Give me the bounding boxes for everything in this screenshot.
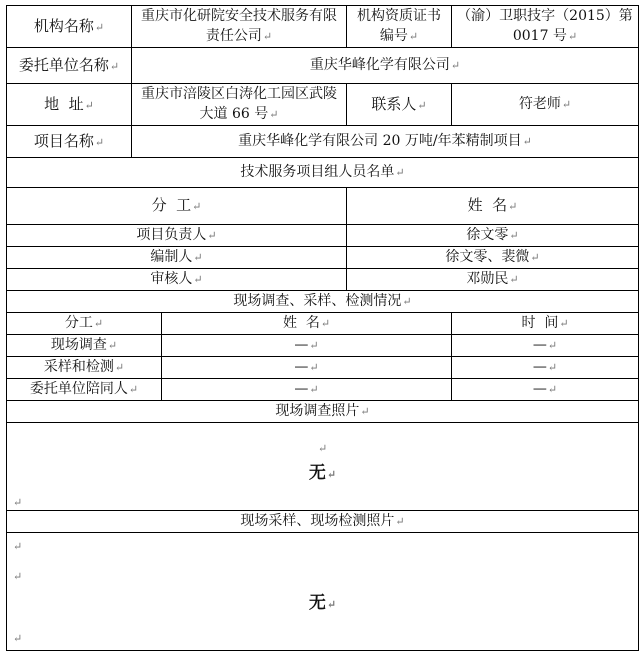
- paragraph-mark: ↵: [13, 570, 23, 583]
- table-row: [7, 335, 639, 357]
- survey-time-cell: —↵: [452, 335, 639, 357]
- photos1-title: 现场调查照片↵: [7, 401, 639, 423]
- cert-label: 机构资质证书编号↵: [347, 6, 452, 48]
- survey-col-time: 时 间↵: [452, 313, 639, 335]
- table-row: [7, 379, 639, 401]
- photos2-title-row: [7, 511, 639, 533]
- survey-title: 现场调查、采样、检测情况↵: [7, 291, 639, 313]
- contact-value: 符老师↵: [452, 84, 639, 126]
- team-name-cell: 徐文零↵: [347, 225, 639, 247]
- team-col-name: 姓 名↵: [347, 188, 639, 225]
- org-row: [7, 6, 639, 48]
- survey-title-row: [7, 291, 639, 313]
- client-row: [7, 48, 639, 84]
- survey-role-cell: 采样和检测↵: [7, 357, 162, 379]
- team-col-role: 分 工↵: [7, 188, 347, 225]
- paragraph-mark: ↵: [13, 496, 23, 509]
- paragraph-mark: ↵: [318, 442, 328, 455]
- cert-value: （渝）卫职技字（2015）第 0017 号↵: [452, 6, 639, 48]
- team-title-row: [7, 158, 639, 188]
- org-name-value: 重庆市化研院安全技术服务有限责任公司↵: [132, 6, 347, 48]
- table-row: [7, 269, 639, 291]
- client-label: 委托单位名称↵: [7, 48, 132, 84]
- project-row: [7, 126, 639, 158]
- survey-name-cell: —↵: [162, 379, 452, 401]
- photos2-content: 无↵: [308, 593, 337, 613]
- survey-name-cell: —↵: [162, 335, 452, 357]
- team-name-cell: 邓勋民↵: [347, 269, 639, 291]
- photos1-content: 无↵: [308, 463, 337, 483]
- survey-name-cell: —↵: [162, 357, 452, 379]
- photos1-area: [7, 423, 639, 511]
- team-role-cell: 项目负责人↵: [7, 225, 347, 247]
- client-value: 重庆华峰化学有限公司↵: [132, 48, 639, 84]
- record-table: [6, 5, 639, 651]
- table-row: [7, 247, 639, 269]
- team-role-cell: 审核人↵: [7, 269, 347, 291]
- survey-col-name: 姓 名↵: [162, 313, 452, 335]
- photos1-title-row: [7, 401, 639, 423]
- table-row: [7, 357, 639, 379]
- survey-header-row: [7, 313, 639, 335]
- team-title: 技术服务项目组人员名单↵: [7, 158, 639, 188]
- photos2-area: [7, 533, 639, 651]
- survey-time-cell: —↵: [452, 357, 639, 379]
- table-row: [7, 225, 639, 247]
- paragraph-mark: ↵: [13, 632, 23, 645]
- photos1-row: [7, 423, 639, 511]
- contact-label: 联系人↵: [347, 84, 452, 126]
- org-name-label: 机构名称↵: [7, 6, 132, 48]
- paragraph-mark: ↵: [13, 540, 23, 553]
- address-row: [7, 84, 639, 126]
- survey-time-cell: —↵: [452, 379, 639, 401]
- photos2-title: 现场采样、现场检测照片↵: [7, 511, 639, 533]
- project-label: 项目名称↵: [7, 126, 132, 158]
- team-name-cell: 徐文零、裴微↵: [347, 247, 639, 269]
- survey-role-cell: 现场调查↵: [7, 335, 162, 357]
- address-label: 地 址↵: [7, 84, 132, 126]
- project-value: 重庆华峰化学有限公司 20 万吨/年苯精制项目↵: [132, 126, 639, 158]
- team-header-row: [7, 188, 639, 225]
- address-value: 重庆市涪陵区白涛化工园区武陵大道 66 号↵: [132, 84, 347, 126]
- survey-role-cell: 委托单位陪同人↵: [7, 379, 162, 401]
- team-role-cell: 编制人↵: [7, 247, 347, 269]
- photos2-row: [7, 533, 639, 651]
- survey-col-role: 分工↵: [7, 313, 162, 335]
